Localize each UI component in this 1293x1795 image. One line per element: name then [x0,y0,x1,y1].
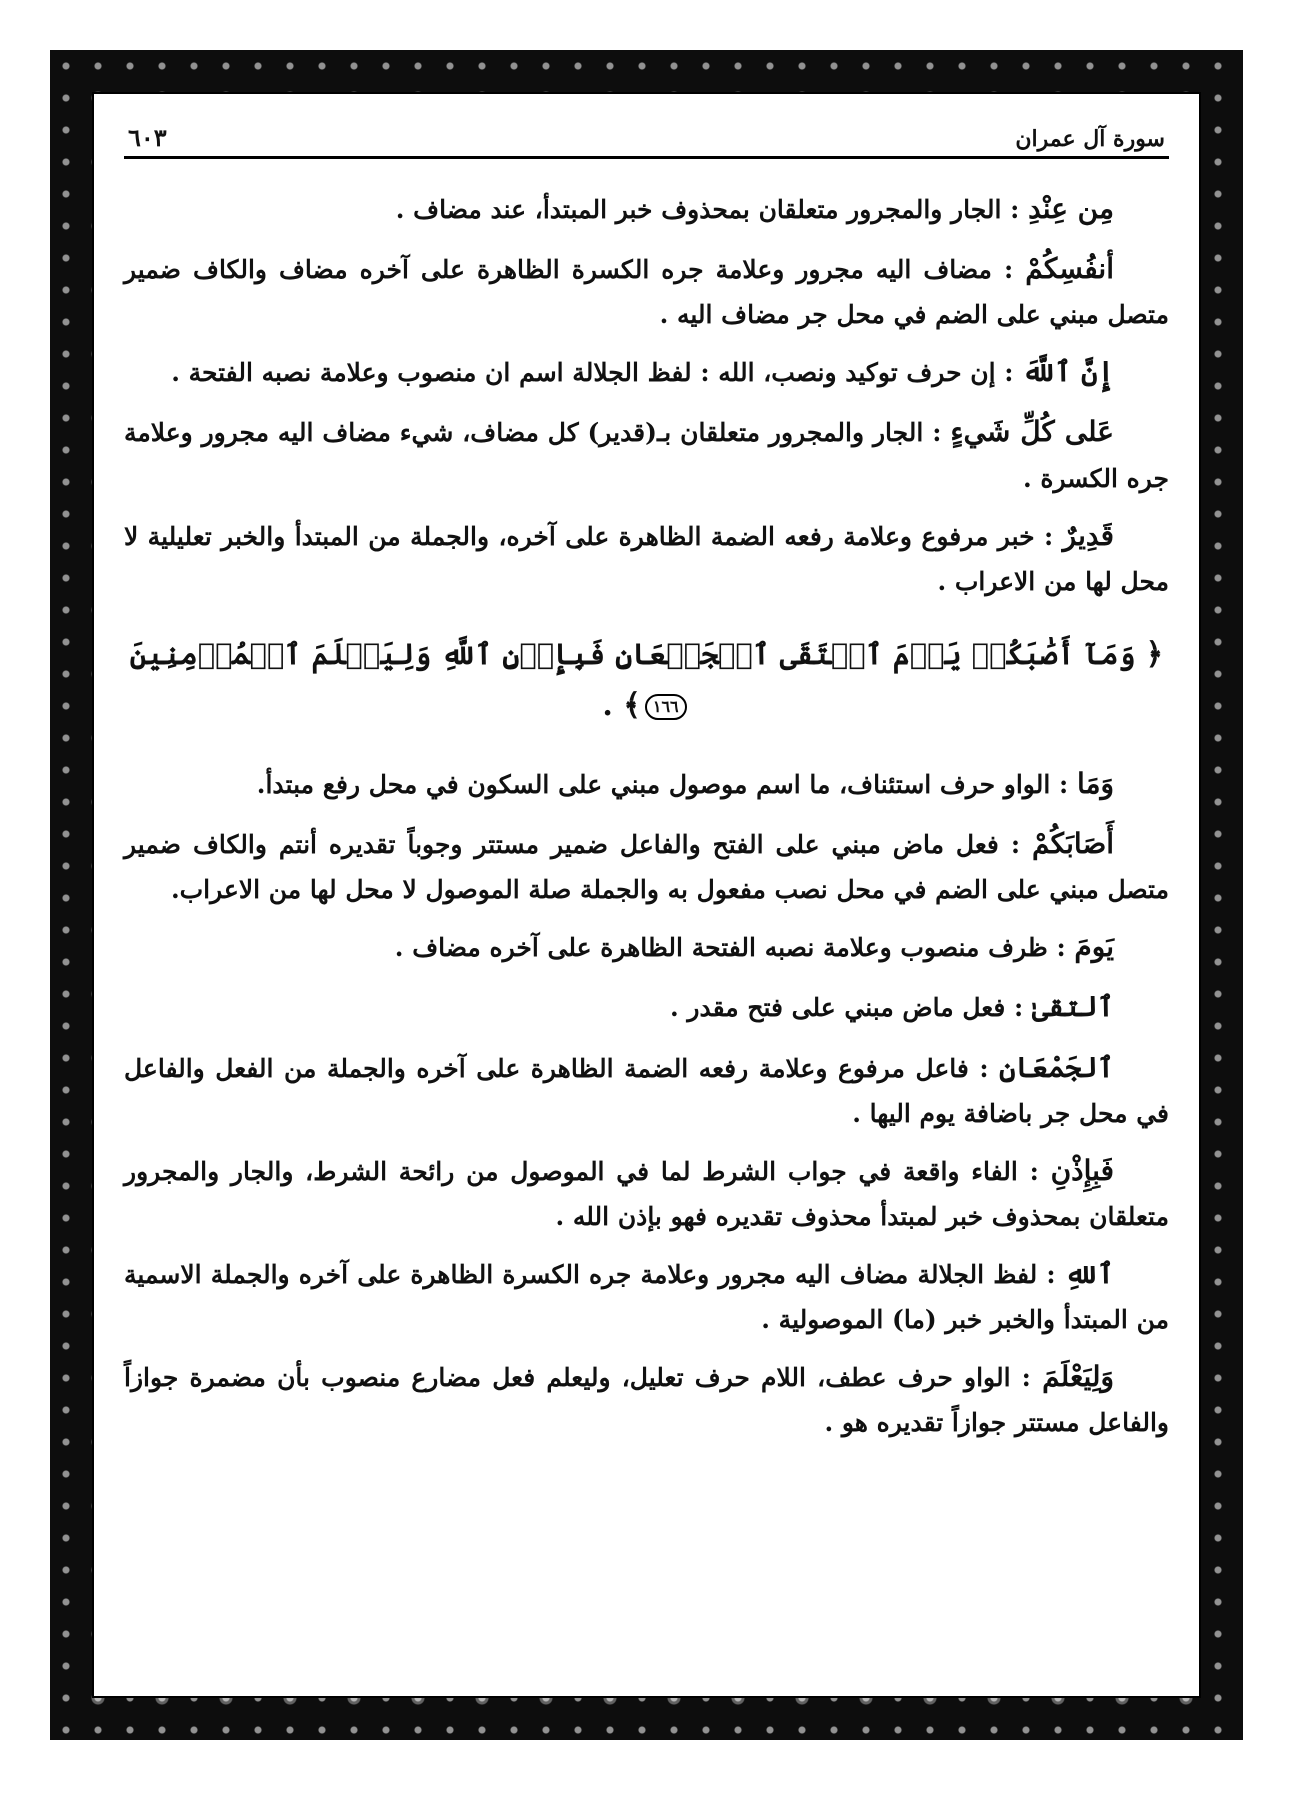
verse-text: وَمَآ أَصَٰبَكُمۡ يَوۡمَ ٱلۡتَقَى ٱلۡجَمۡعَانِ فَبِإِذۡنِ ٱللَّهِ وَلِيَعۡلَمَ ٱلۡمُؤۡمِنِينَ [129,636,1136,671]
entry-12: ٱللهِ : لفظ الجلالة مضاف اليه مجرور وعلامة جره الكسرة الظاهرة على آخره والجملة الاسمية من المبتدأ والخبر خبر (ما) الموصولية . [124,1256,1169,1335]
entry-11: فَبِإِذْنِ : الفاء واقعة في جواب الشرط لما في الموصول من رائحة الشرط، والجار والمجرور متعلقان بمحذوف خبر لمبتدأ محذوف تقديره فهو بإذن الله . [124,1153,1169,1231]
entry-term: ٱللهِ [1064,1256,1115,1290]
entry-term: وَمَا [1076,766,1114,800]
entry-7: أَصَابَكُمْ : فعل ماض مبني على الفتح والفاعل ضمير مستتر وجوباً تقديره أنتم والكاف ضمير متصل مبني على الضم في محل نصب مفعول به والجملة صلة الموصول لا محل لها من الاعراب. [124,827,1169,905]
entry-term: ٱلتقىٰ [1031,990,1114,1024]
entry-text: الجار والمجرور متعلقان بمحذوف خبر المبتدأ، عند مضاف . [395,195,1002,224]
entry-text: الواو حرف استئناف، ما اسم موصول مبني على السكون في محل رفع مبتدأ. [256,769,1051,799]
entry-text: ظرف منصوب وعلامة نصبه الفتحة الظاهرة على آخره مضاف . [394,933,1048,963]
entry-term: مِن عِنْدِ [1028,192,1114,225]
entry-term: قَدِيرٌ [1062,518,1114,552]
grammar-analysis [124,185,1169,1444]
page-content [124,114,1169,1676]
verse-close-bracket: ﴾ . [602,688,641,724]
entry-text: لفظ الجلالة مضاف اليه مجرور وعلامة جره الكسرة الظاهرة على آخره والجملة الاسمية من المبتدأ والخبر خبر (ما) الموصولية . [124,1259,1169,1335]
entry-4: عَلى كُلِّ شَيءٍ : الجار والمجرور متعلقان بـ(قدير) كل مضاف، شيء مضاف اليه مجرور وعلامة جره الكسرة . [124,415,1169,493]
verse-number: ١٦٦ [645,694,687,720]
entry-1: مِن عِنْدِ : الجار والمجرور متعلقان بمحذوف خبر المبتدأ، عند مضاف . [395,192,1114,225]
entry-text: الواو حرف عطف، اللام حرف تعليل، وليعلم فعل مضارع منصوب بأن مضمرة جوازاً والفاعل مستتر جوازاً تقديره هو . [124,1363,1169,1438]
decorative-border [50,50,1243,1740]
entry-6: وَمَا : الواو حرف استئناف، ما اسم موصول مبني على السكون في محل رفع مبتدأ. [256,766,1114,800]
entry-term: يَومَ [1074,930,1114,964]
surah-title: سورة آل عمران [1015,126,1165,152]
entry-term: عَلى كُلِّ شَيءٍ [950,415,1115,449]
entry-8: يَومَ : ظرف منصوب وعلامة نصبه الفتحة الظاهرة على آخره مضاف . [394,930,1114,964]
entry-5: قَدِيرٌ : خبر مرفوع وعلامة رفعه الضمة الظاهرة على آخره، والجملة من المبتدأ والخبر تعليلية لا محل لها من الاعراب . [124,518,1169,596]
entry-9: ٱلتقىٰ : فعل ماض مبني على فتح مقدر . [670,990,1114,1024]
entry-13: وَلِيَعْلَمَ : الواو حرف عطف، اللام حرف تعليل، وليعلم فعل مضارع منصوب بأن مضمرة جوازاً والفاعل مستتر جوازاً تقديره هو . [124,1360,1169,1438]
entry-text: مضاف اليه مجرور وعلامة جره الكسرة الظاهرة على آخره مضاف والكاف ضمير متصل مبني على الضم في محل جر مضاف اليه . [124,255,1169,330]
page-area [92,92,1201,1698]
entry-term: ٱلجَمْعَانِ [999,1050,1115,1084]
entry-term: وَلِيَعْلَمَ [1042,1360,1114,1394]
page-number: ٦٠٣ [128,123,167,152]
entry-text: إن حرف توكيد ونصب، الله : لفظ الجلالة اسم ان منصوب وعلامة نصبه الفتحة . [171,358,996,388]
entry-text: الفاء واقعة في جواب الشرط لما في الموصول من رائحة الشرط، والجار والمجرور متعلقان بمحذوف خبر لمبتدأ محذوف تقديره فهو بإذن الله . [124,1156,1169,1231]
entry-term: أنفُسِكُمْ [1025,252,1114,286]
entry-text: فعل ماض مبني على فتح مقدر . [670,993,1006,1023]
entry-3: إِنَّ ٱللَّهَ : إن حرف توكيد ونصب، الله : لفظ الجلالة اسم ان منصوب وعلامة نصبه الفتحة . [171,355,1114,389]
verse-open-bracket: ﴿ [1145,636,1164,672]
quran-verse [124,629,1169,732]
entry-text: الجار والمجرور متعلقان بـ(قدير) كل مضاف، شيء مضاف اليه مجرور وعلامة جره الكسرة . [124,418,1169,493]
entry-term: إِنَّ ٱللَّهَ [1022,355,1114,389]
entry-10: ٱلجَمْعَانِ : فاعل مرفوع وعلامة رفعه الضمة الظاهرة على آخره والجملة من الفعل والفاعل في محل جر باضافة يوم اليها . [124,1050,1169,1128]
entry-term: أَصَابَكُمْ [1032,827,1114,861]
entry-term: فَبِإِذْنِ [1050,1153,1114,1187]
entry-text: فعل ماض مبني على الفتح والفاعل ضمير مستتر وجوباً تقديره أنتم والكاف ضمير متصل مبني على الضم في محل نصب مفعول به والجملة صلة الموصول لا محل لها من الاعراب. [124,830,1169,905]
entry-2: أنفُسِكُمْ : مضاف اليه مجرور وعلامة جره الكسرة الظاهرة على آخره مضاف والكاف ضمير متصل مبني على الضم في محل جر مضاف اليه . [124,252,1169,330]
entry-text: خبر مرفوع وعلامة رفعه الضمة الظاهرة على آخره، والجملة من المبتدأ والخبر تعليلية لا محل لها من الاعراب . [124,521,1169,596]
entry-text: فاعل مرفوع وعلامة رفعه الضمة الظاهرة على آخره والجملة من الفعل والفاعل في محل جر باضافة يوم اليها . [124,1053,1169,1128]
page-header [124,114,1169,159]
